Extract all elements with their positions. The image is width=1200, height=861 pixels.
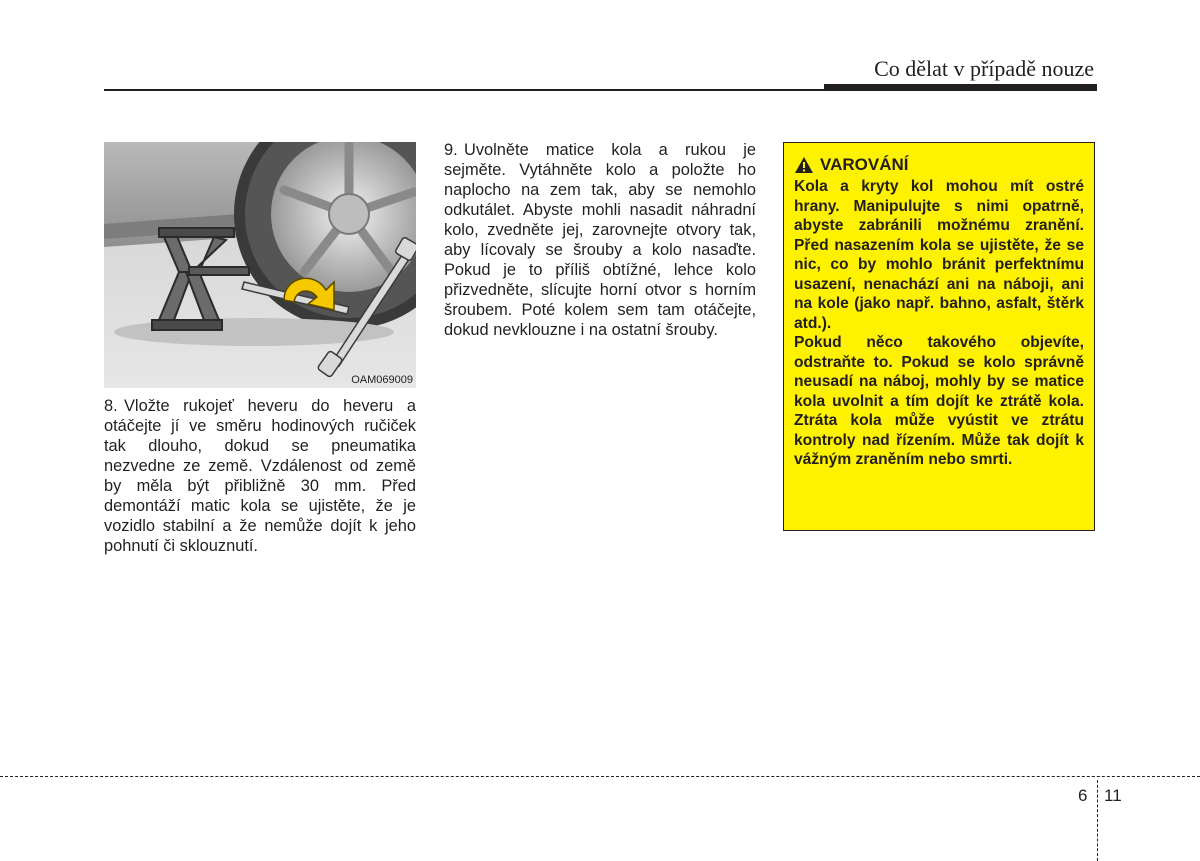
warning-title xyxy=(794,155,1084,175)
step-9-number: 9. xyxy=(444,141,458,159)
step-9 xyxy=(444,140,756,340)
warning-triangle-icon xyxy=(794,156,814,174)
section-title: Co dělat v případě nouze xyxy=(874,56,1094,81)
jack-illustration-art xyxy=(104,142,416,388)
warning-box xyxy=(783,142,1095,531)
step-8 xyxy=(104,396,416,556)
warning-paragraph-1: Kola a kryty kol mohou mít ostré hrany. Manipulujte s nimi opatrně, abyste zabránili možnému zranění. Před nasazením kola se ujistěte, že se nic, co by mohlo bránit perfektnímu usazení, nenachází ani na náboji, ani na kole (jako např. bahno, asfalt, štěrk atd.). xyxy=(794,178,1084,332)
step-8-number: 8. xyxy=(104,397,118,415)
header-divider-thick xyxy=(824,84,1097,91)
step-8-text: Vložte rukojeť heveru do heveru a otáčejte jí ve směru hodinových ručiček tak dlouho, dokud se pneumatika nezvedne ze země. Vzdálenost od země by měla být přibližně 30 mm. Před demontáží matic kola se ujistěte, že je vozidlo stabilní a že nemůže dojít k jeho pohnutí či sklouznutí. xyxy=(104,397,416,555)
warning-title-text: VAROVÁNÍ xyxy=(820,155,909,174)
warning-paragraph-2: Pokud něco takového objevíte, odstraňte to. Pokud se kolo správně neusadí na náboj, mohly by se matice kola uvolnit a tím dojít ke ztrátě kola. Ztráta kola může vyústit ve ztrátu kontroly nad řízením. Může tak dojít k vážným zraněním nebo smrti. xyxy=(794,334,1084,468)
figure-code: OAM069009 xyxy=(351,374,413,386)
page-number: 11 xyxy=(1104,786,1122,805)
header-divider xyxy=(104,89,824,91)
footer-divider xyxy=(0,776,1200,777)
step-9-text: Uvolněte matice kola a rukou je sejměte. Vytáhněte kolo a položte ho naplocho na zem tak, aby se nemohlo odkutálet. Abyste mohli nasadit náhradní kolo, zvedněte jej, zarovnejte otvory tak, aby lícovaly se šrouby a kolo nasaďte. Pokud je to příliš obtížné, lehce kolo přizvedněte, slícujte horní otvor s horním šroubem. Poté kolem sem tam otáčejte, dokud nevklouzne i na ostatní šrouby. xyxy=(444,141,756,339)
chapter-number: 6 xyxy=(1078,786,1088,805)
footer-vertical-divider xyxy=(1097,780,1098,861)
jack-illustration xyxy=(104,142,416,388)
